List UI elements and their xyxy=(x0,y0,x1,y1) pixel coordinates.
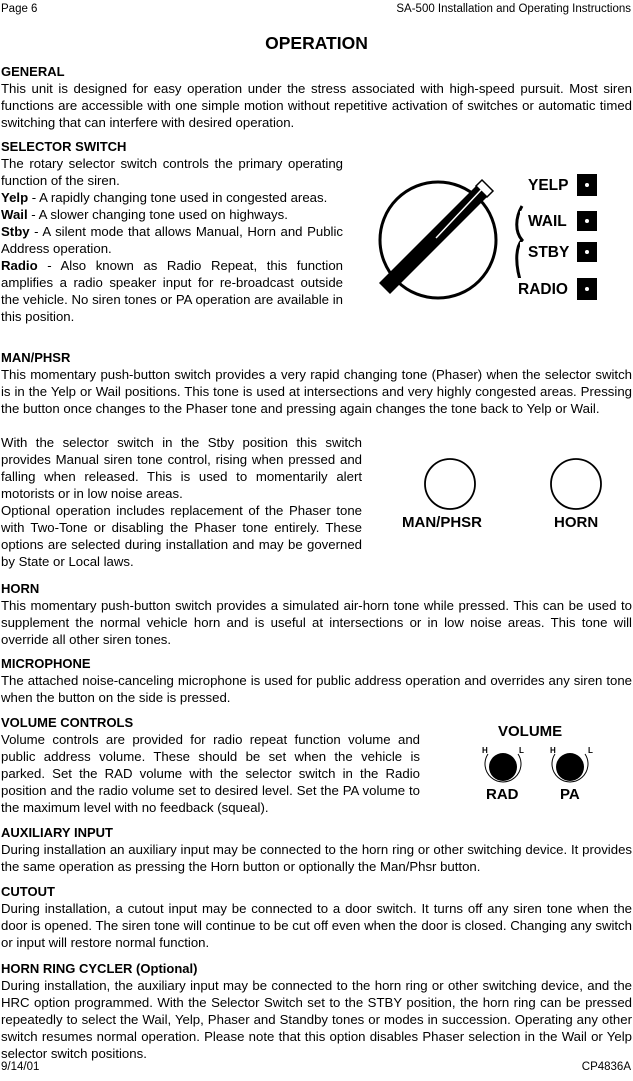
selector-item-wail: Wail - A slower changing tone used on highways. xyxy=(1,207,288,222)
hrc-heading: HORN RING CYCLER (Optional) xyxy=(1,961,198,976)
position-label-wail: WAIL xyxy=(528,213,567,230)
selector-text xyxy=(1,155,343,325)
position-label-radio: RADIO xyxy=(518,281,568,298)
pa-hi-label: H xyxy=(550,746,556,755)
push-buttons-icon xyxy=(420,455,610,515)
rotary-selector-icon xyxy=(370,168,632,308)
manphsr-heading: MAN/PHSR xyxy=(1,350,71,365)
volume-diagram-title: VOLUME xyxy=(498,723,563,740)
volume-knobs-icon xyxy=(480,744,600,788)
manphsr-stby-text: With the selector switch in the Stby position this switch provides Manual siren tone control, rising when pressed and falling when released. This is used to momentarily alert motorists or in low noise areas. Optional operation includes replacement of the Phaser tone with Two-Tone or disabling the Phaser tone entirely. These options are selected during installation and may be governed by State or Local laws. xyxy=(1,435,362,569)
horn-heading: HORN xyxy=(1,581,40,596)
selector-intro: The rotary selector switch controls the primary operating function of the siren. xyxy=(1,156,343,188)
page-title: OPERATION xyxy=(265,33,368,53)
pa-knob-label: PA xyxy=(560,786,580,803)
page-number: Page 6 xyxy=(1,3,38,15)
general-heading: GENERAL xyxy=(1,64,65,79)
selector-item-radio: Radio - Also known as Radio Repeat, this function amplifies a radio speaker input for re-broadcast outside the vehicle. No siren tones or PA operation are available in this position. xyxy=(1,258,343,324)
hrc-text: During installation, the auxiliary input may be connected to the horn ring or other switching device, and the HRC option programmed. With the Selector Switch set to the STBY position, the horn ring can be pressed repeatedly to select the Wail, Yelp, Phaser and Standby tones or modes in succession. Operating any other switch resumes normal operation. Please note that this option disables Phaser selection in the Wail or Yelp selector switch positions. xyxy=(1,978,632,1061)
manphsr-button-label: MAN/PHSR xyxy=(402,514,483,531)
rad-lo-label: L xyxy=(519,746,524,755)
horn-text: This momentary push-button switch provides a simulated air-horn tone while pressed. This can be used to supplement the normal vehicle horn and is useful at intersections or in low noise areas. This tone will override all other siren tones. xyxy=(1,598,632,647)
general-text: This unit is designed for easy operation under the stress associated with high-speed pursuit. Most siren functions are accessible with one simple motion without repetitive activation of switches or automatic timed switching that can interfere with desired operation. xyxy=(1,81,632,130)
volume-heading: VOLUME CONTROLS xyxy=(1,715,134,730)
horn-button-label: HORN xyxy=(554,514,599,531)
footer-date: 9/14/01 xyxy=(1,1061,40,1073)
rad-knob-label: RAD xyxy=(486,786,519,803)
microphone-heading: MICROPHONE xyxy=(1,656,91,671)
microphone-text: The attached noise-canceling microphone is used for public address operation and overrides any siren tone when the button on the side is pressed. xyxy=(1,673,632,705)
position-label-yelp: YELP xyxy=(528,177,569,194)
position-label-stby: STBY xyxy=(528,244,570,261)
selector-item-yelp: Yelp - A rapidly changing tone used in congested areas. xyxy=(1,190,328,205)
selector-switch-diagram xyxy=(370,168,632,308)
aux-heading: AUXILIARY INPUT xyxy=(1,825,113,840)
document-title: SA-500 Installation and Operating Instructions xyxy=(396,3,631,15)
rad-hi-label: H xyxy=(482,746,488,755)
footer-code: CP4836A xyxy=(581,1061,631,1073)
cutout-heading: CUTOUT xyxy=(1,884,55,899)
cutout-text: During installation, a cutout input may be connected to a door switch. It turns off any siren tone when the door is opened. The siren tone will continue to be cut off even when the door is closed. Changing any switch or input will restore normal function. xyxy=(1,901,632,950)
pa-lo-label: L xyxy=(588,746,593,755)
selector-heading: SELECTOR SWITCH xyxy=(1,139,127,154)
selector-item-stby: Stby - A silent mode that allows Manual, Horn and Public Address operation. xyxy=(1,224,343,256)
manphsr-text: This momentary push-button switch provides a very rapid changing tone (Phaser) when the selector switch is in the Yelp or Wail positions. This tone is used at intersections and very highly congested areas. Pressing the button once changes to the Phaser tone and pressing again changes the tone back to Yelp or Wail. xyxy=(1,367,632,416)
aux-text: During installation an auxiliary input may be connected to the horn ring or other switching device. It provides the same operation as pressing the Horn button or optionally the Man/Phsr button. xyxy=(1,842,632,874)
volume-text: Volume controls are provided for radio repeat function volume and public address volume. These should be set when the vehicle is parked. Set the RAD volume with the selector switch in the Radio position and the radio volume set to desired level. Set the PA volume to the maximum level with no feedback (squeal). xyxy=(1,732,420,815)
